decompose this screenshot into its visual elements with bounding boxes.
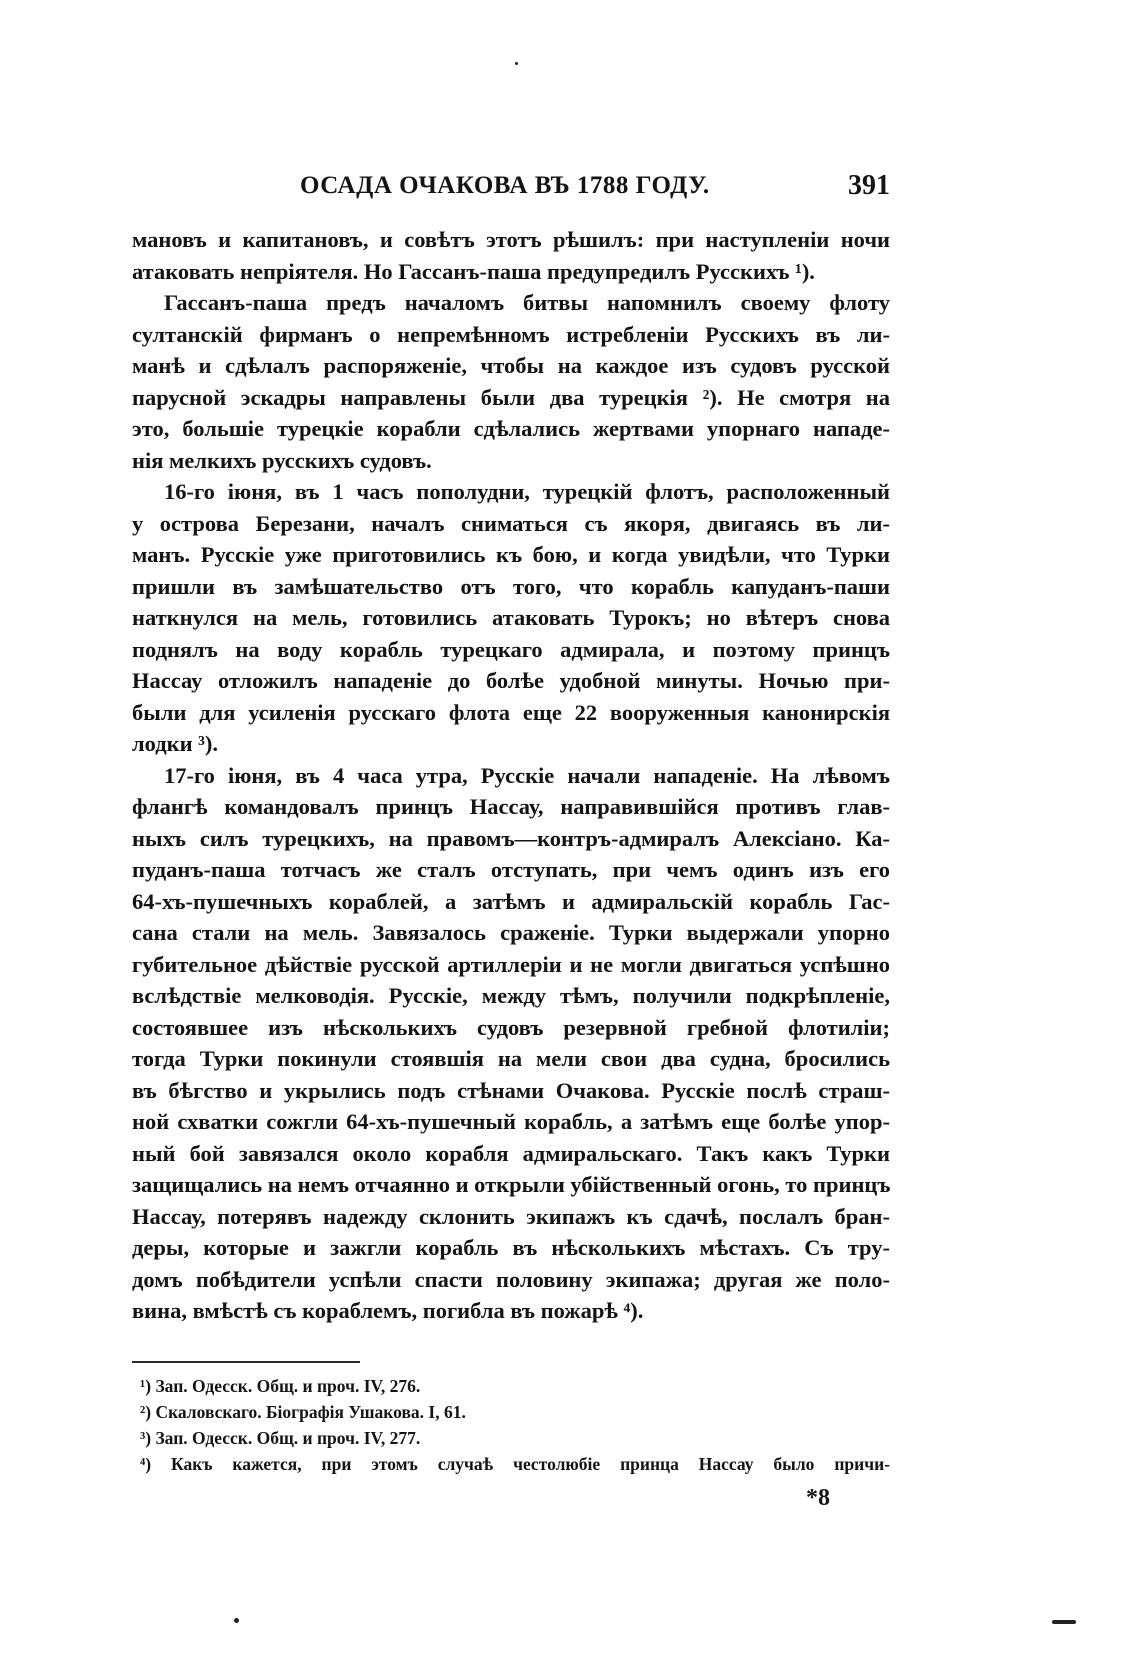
text-line: были для усиленія русскаго флота еще 22 вооруженныя канонирскія <box>132 699 890 725</box>
text-line: пришли въ замѣшательство отъ того, что корабль капуданъ-паши <box>132 573 890 599</box>
text-line: манѣ и сдѣлалъ распоряженіе, чтобы на каждое изъ судовъ русской <box>132 353 890 378</box>
text-line: султанскій фирманъ о непремѣнномъ истребленіи Русскихъ въ ли- <box>132 321 890 347</box>
text-line: мановъ и капитановъ, и совѣтъ этотъ рѣшилъ: при наступленіи ночи <box>132 227 890 252</box>
text-line: поднялъ на воду корабль турецкаго адмирала, и поэтому принцъ <box>132 636 890 662</box>
text-line: домъ побѣдители успѣли спасти половину экипажа; другая же поло- <box>132 1266 890 1292</box>
ink-speck <box>234 1618 239 1623</box>
footnote: ³) Зап. Одесск. Общ. и проч. IV, 277. <box>140 1428 421 1448</box>
footnote: ⁴) Какъ кажется, при этомъ случаѣ честолюбіе принца Нассау было причи- <box>140 1454 890 1474</box>
text-line: Гассанъ-паша предъ началомъ битвы напомнилъ своему флоту <box>164 290 890 315</box>
page-header <box>132 168 890 208</box>
text-line: вслѣдствіе мелководія. Русскіе, между тѣмъ, получили подкрѣпленіе, <box>132 983 890 1008</box>
text-line: тогда Турки покинули стоявшія на мели свои два судна, бросились <box>132 1046 890 1071</box>
text-line: деры, которые и зажгли корабль въ нѣсколькихъ мѣстахъ. Съ тру- <box>132 1235 890 1260</box>
footnote: ¹) Зап. Одесск. Общ. и проч. IV, 276. <box>140 1376 421 1396</box>
text-line: манъ. Русскіе уже приготовились къ бою, и когда увидѣли, что Турки <box>132 542 890 567</box>
text-line: флангѣ командовалъ принцъ Нассау, направившійся противъ глав- <box>132 794 890 819</box>
footnotes <box>132 1373 890 1477</box>
text-line: защищались на немъ отчаянно и открыли убійственный огонь, то принцъ <box>132 1172 890 1197</box>
text-line: у острова Березани, началъ сниматься съ якоря, двигаясь въ ли- <box>132 510 890 536</box>
text-line: парусной эскадры направлены были два турецкія ²). Не смотря на <box>132 384 890 410</box>
text-line: Нассау, потерявъ надежду склонить экипажъ къ сдачѣ, послалъ бран- <box>132 1203 890 1229</box>
signature-mark: *8 <box>806 1485 830 1511</box>
main-text <box>132 224 890 1327</box>
text-line: нія мелкихъ русскихъ судовъ. <box>132 447 432 473</box>
text-line: ный бой завязался около корабля адмиральскаго. Такъ какъ Турки <box>132 1140 890 1166</box>
text-line: наткнулся на мель, готовились атаковать Турокъ; но вѣтеръ снова <box>132 605 890 630</box>
text-line: лодки ³). <box>132 731 219 756</box>
footnote: ²) Скаловскаго. Біографія Ушакова. I, 61. <box>140 1402 466 1422</box>
text-line: пуданъ-паша тотчасъ же сталъ отступать, при чемъ одинъ изъ его <box>132 857 890 882</box>
text-line: въ бѣгство и укрылись подъ стѣнами Очакова. Русскіе послѣ страш- <box>132 1077 890 1103</box>
text-line: ной схватки сожгли 64-хъ-пушечный корабль, а затѣмъ еще болѣе упор- <box>132 1109 890 1134</box>
text-line: атаковать непріятеля. Но Гассанъ-паша предупредилъ Русскихъ ¹). <box>132 258 815 284</box>
ink-speck <box>1052 1620 1076 1624</box>
page-number: 391 <box>848 170 890 201</box>
text-line: вина, вмѣстѣ съ кораблемъ, погибла въ пожарѣ ⁴). <box>132 1298 644 1323</box>
text-line: сана стали на мель. Завязалось сраженіе. Турки выдержали упорно <box>132 920 890 945</box>
ink-speck <box>515 62 518 65</box>
text-line: это, большіе турецкіе корабли сдѣлались жертвами упорнаго нападе- <box>132 416 890 441</box>
running-head: ОСАДА ОЧАКОВА ВЪ 1788 ГОДУ. <box>300 172 710 199</box>
text-line: 17-го іюня, въ 4 часа утра, Русскіе начали нападеніе. На лѣвомъ <box>164 762 890 788</box>
text-line: ныхъ силъ турецкихъ, на правомъ—контръ-адмиралъ Алексіано. Ка- <box>132 825 890 851</box>
text-line: 64-хъ-пушечныхъ кораблей, а затѣмъ и адмиральскій корабль Гас- <box>132 888 890 914</box>
text-line: Нассау отложилъ нападеніе до болѣе удобной минуты. Ночью при- <box>132 668 890 693</box>
footnote-divider <box>132 1361 360 1363</box>
text-line: губительное дѣйствіе русской артиллеріи и не могли двигаться успѣшно <box>132 951 890 977</box>
text-line: состоявшее изъ нѣсколькихъ судовъ резервной гребной флотиліи; <box>132 1014 890 1040</box>
text-line: 16-го іюня, въ 1 часъ пополудни, турецкій флотъ, расположенный <box>164 479 890 504</box>
